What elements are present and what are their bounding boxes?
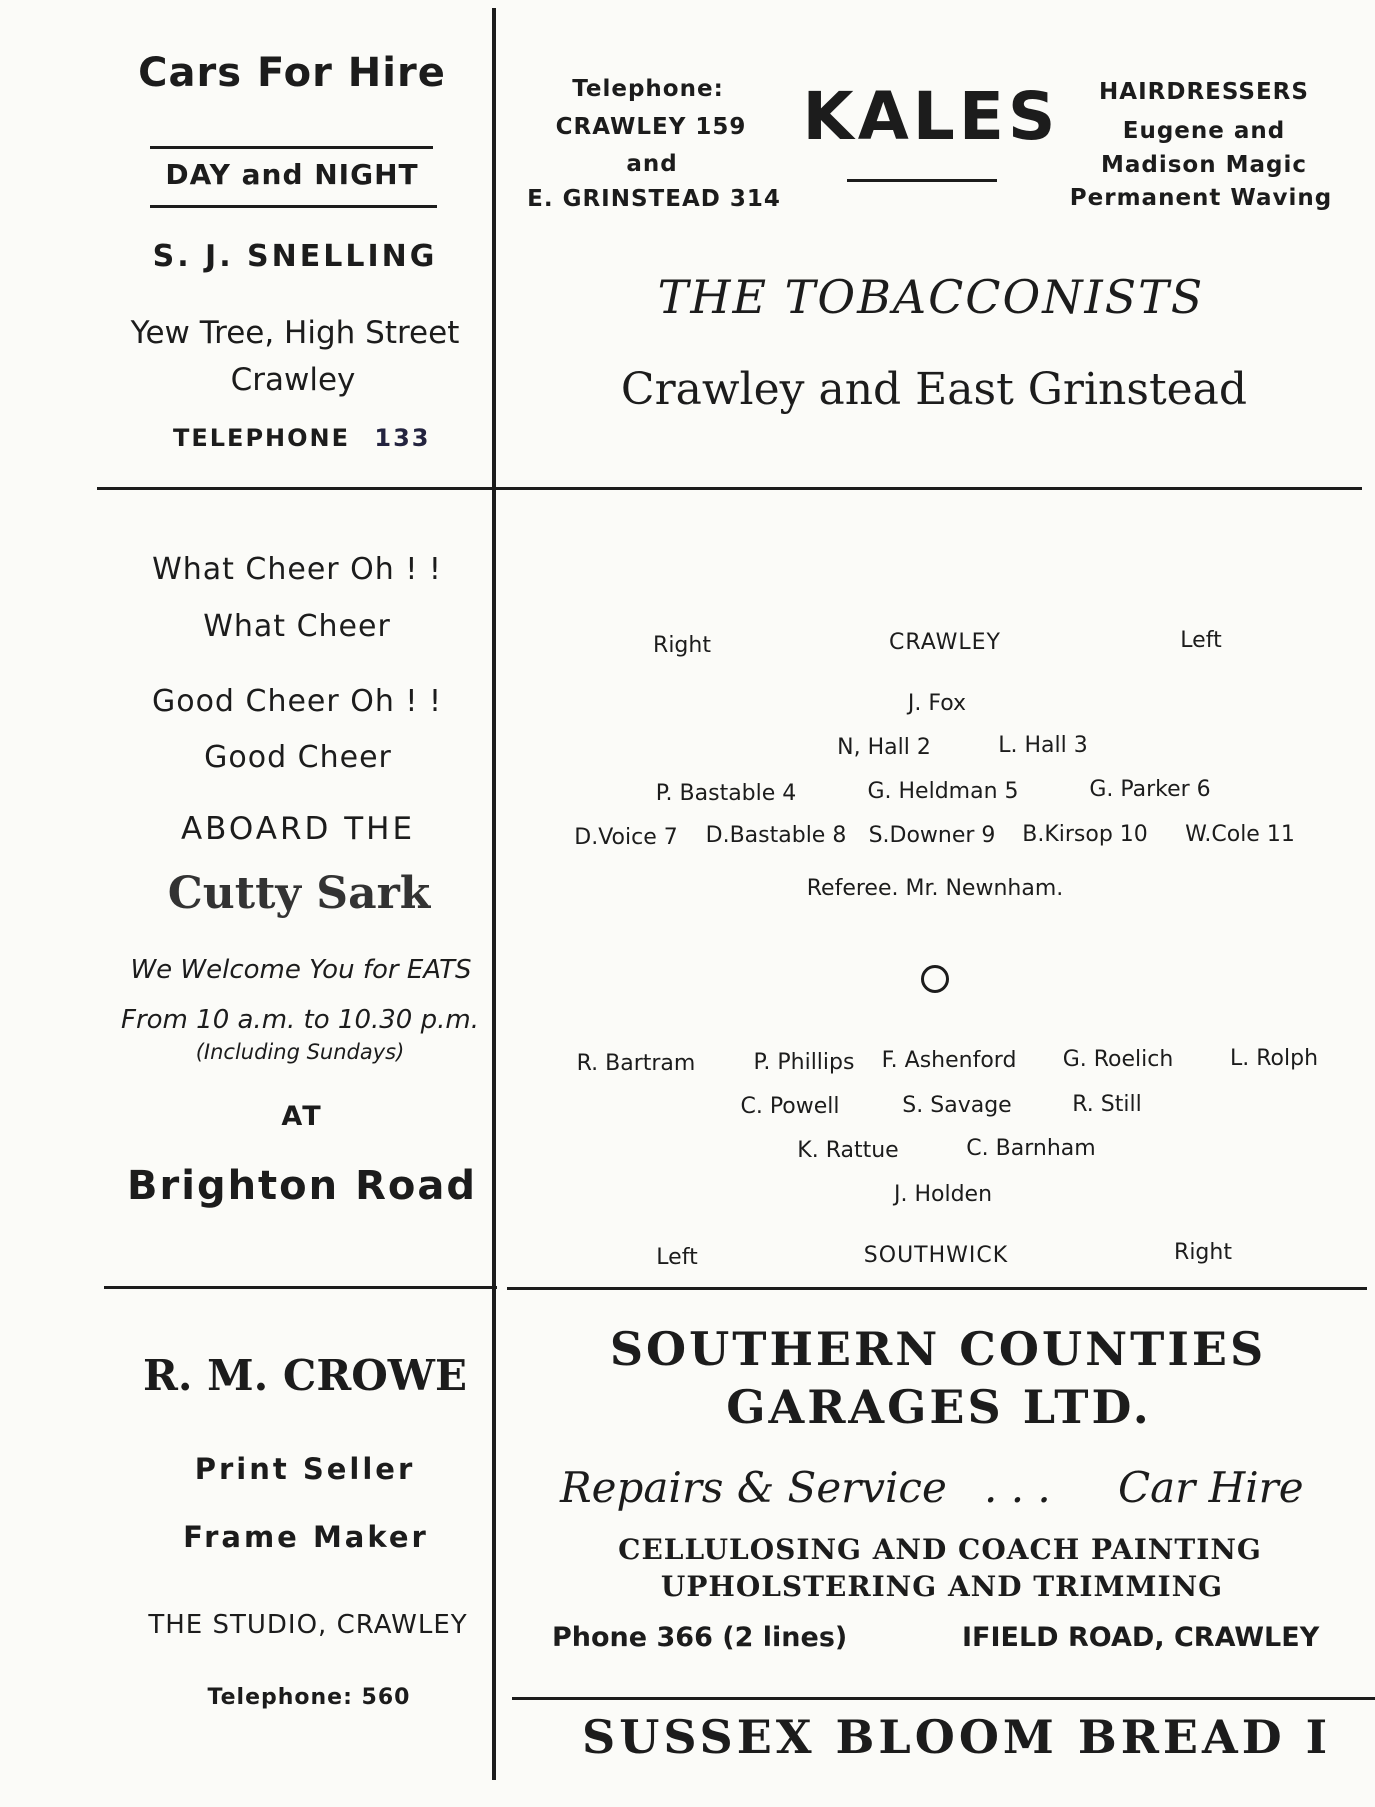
garage-services-line2: UPHOLSTERING AND TRIMMING [660,1570,1224,1603]
day-night-top-rule [150,146,433,149]
southwick-player: K. Rattue [797,1138,899,1163]
snelling-name: S. J. SNELLING [152,239,438,274]
cutty-sark-name: Cutty Sark [167,868,431,919]
crawley-player: W.Cole 11 [1185,822,1295,847]
crawley-player: D.Voice 7 [574,825,678,850]
ball-icon [921,965,949,993]
kales-underline [847,179,997,182]
crawley-player: D.Bastable 8 [705,823,847,848]
crawley-right-label: Right [653,633,711,658]
day-night-bottom-rule [150,205,437,208]
garage-tagline-repairs: Repairs & Service [560,1463,947,1512]
garage-tagline-dots: . . . [984,1463,1051,1512]
cars-for-hire-title: Cars For Hire [138,50,446,96]
southwick-left-label: Left [656,1245,698,1270]
southwick-player: P. Phillips [753,1050,855,1075]
kales-hairdressers: HAIRDRESSERS [1099,79,1309,105]
bread-divider-rule [512,1697,1375,1700]
crawley-player: G. Heldman 5 [867,779,1019,804]
garage-services-line1: CELLULOSING AND COACH PAINTING [618,1533,1262,1566]
snelling-telephone [173,424,430,452]
southwick-player: J. Holden [893,1182,993,1207]
crawley-player: S.Downer 9 [868,823,996,848]
frame-maker: Frame Maker [183,1520,429,1554]
snelling-telephone-number: 133 [374,424,431,452]
kales-phone-and: and [626,151,678,177]
southwick-player: F. Ashenford [881,1048,1017,1073]
crawley-player: N, Hall 2 [837,735,931,760]
aboard-the-label: ABOARD THE [180,811,416,847]
crawley-player: G. Parker 6 [1089,777,1211,802]
studio-address: THE STUDIO, CRAWLEY [148,1610,468,1640]
brighton-road-location: Brighton Road [127,1163,477,1209]
crawley-player: P. Bastable 4 [655,781,797,806]
southwick-player: S. Savage [902,1093,1012,1118]
snelling-address-line2: Crawley [230,362,356,398]
referee: Referee. Mr. Newnham. [806,876,1064,901]
kales-tobacconists-tagline: THE TOBACCONISTS [657,270,1205,324]
at-label: AT [281,1101,323,1132]
garage-phone: Phone 366 (2 lines) [552,1622,848,1653]
kales-eugene: Eugene and [1122,118,1286,144]
bottom-left-horizontal-rule [104,1286,497,1289]
welcome-eats: We Welcome You for EATS [130,955,472,985]
kales-locations: Crawley and East Grinstead [620,364,1248,415]
garage-title-line2: GARAGES LTD. [726,1380,1152,1434]
crowe-telephone: Telephone: 560 [207,1685,411,1710]
garage-tagline-car-hire: Car Hire [1118,1463,1304,1512]
garage-title-line1: SOUTHERN COUNTIES [609,1322,1267,1376]
southwick-team-name: SOUTHWICK [863,1243,1009,1268]
including-sundays: (Including Sundays) [195,1040,405,1064]
day-and-night-label: DAY and NIGHT [165,158,419,191]
crawley-player: B.Kirsop 10 [1022,822,1148,847]
southwick-player: L. Rolph [1229,1046,1319,1071]
good-cheer-line1: Good Cheer Oh ! ! [151,684,443,719]
crawley-left-label: Left [1180,628,1222,653]
good-cheer-line2: Good Cheer [204,740,392,775]
southwick-player: C. Powell [740,1094,840,1119]
center-vertical-rule [492,8,496,1780]
snelling-address-line1: Yew Tree, High Street [130,315,460,351]
bottom-right-horizontal-rule [507,1287,1367,1290]
kales-telephone-label: Telephone: [572,76,724,102]
kales-phone-crawley: CRAWLEY 159 [555,114,747,140]
what-cheer-line1: What Cheer Oh ! ! [152,552,442,587]
crawley-player: L. Hall 3 [998,733,1088,758]
opening-hours: From 10 a.m. to 10.30 p.m. [121,1005,479,1035]
kales-madison-magic: Madison Magic [1100,152,1308,178]
print-seller: Print Seller [194,1452,416,1486]
crowe-name: R. M. CROWE [143,1351,467,1400]
southwick-player: R. Bartram [576,1051,696,1076]
southwick-player: R. Still [1072,1092,1142,1117]
kales-logo-name: KALES [802,78,1060,155]
what-cheer-line2: What Cheer [203,609,391,644]
kales-phone-grinstead: E. GRINSTEAD 314 [527,186,781,212]
crawley-player: J. Fox [907,691,967,716]
southwick-right-label: Right [1174,1240,1232,1265]
garage-address: IFIELD ROAD, CRAWLEY [962,1622,1320,1653]
kales-permanent-waving: Permanent Waving [1069,185,1333,211]
crawley-team-name: CRAWLEY [889,630,1001,655]
southwick-player: G. Roelich [1062,1047,1174,1072]
snelling-telephone-label: TELEPHONE [173,424,351,452]
sussex-bloom-bread: SUSSEX BLOOM BREAD I [582,1710,1332,1764]
top-horizontal-rule [97,487,1362,490]
southwick-player: C. Barnham [966,1136,1096,1161]
